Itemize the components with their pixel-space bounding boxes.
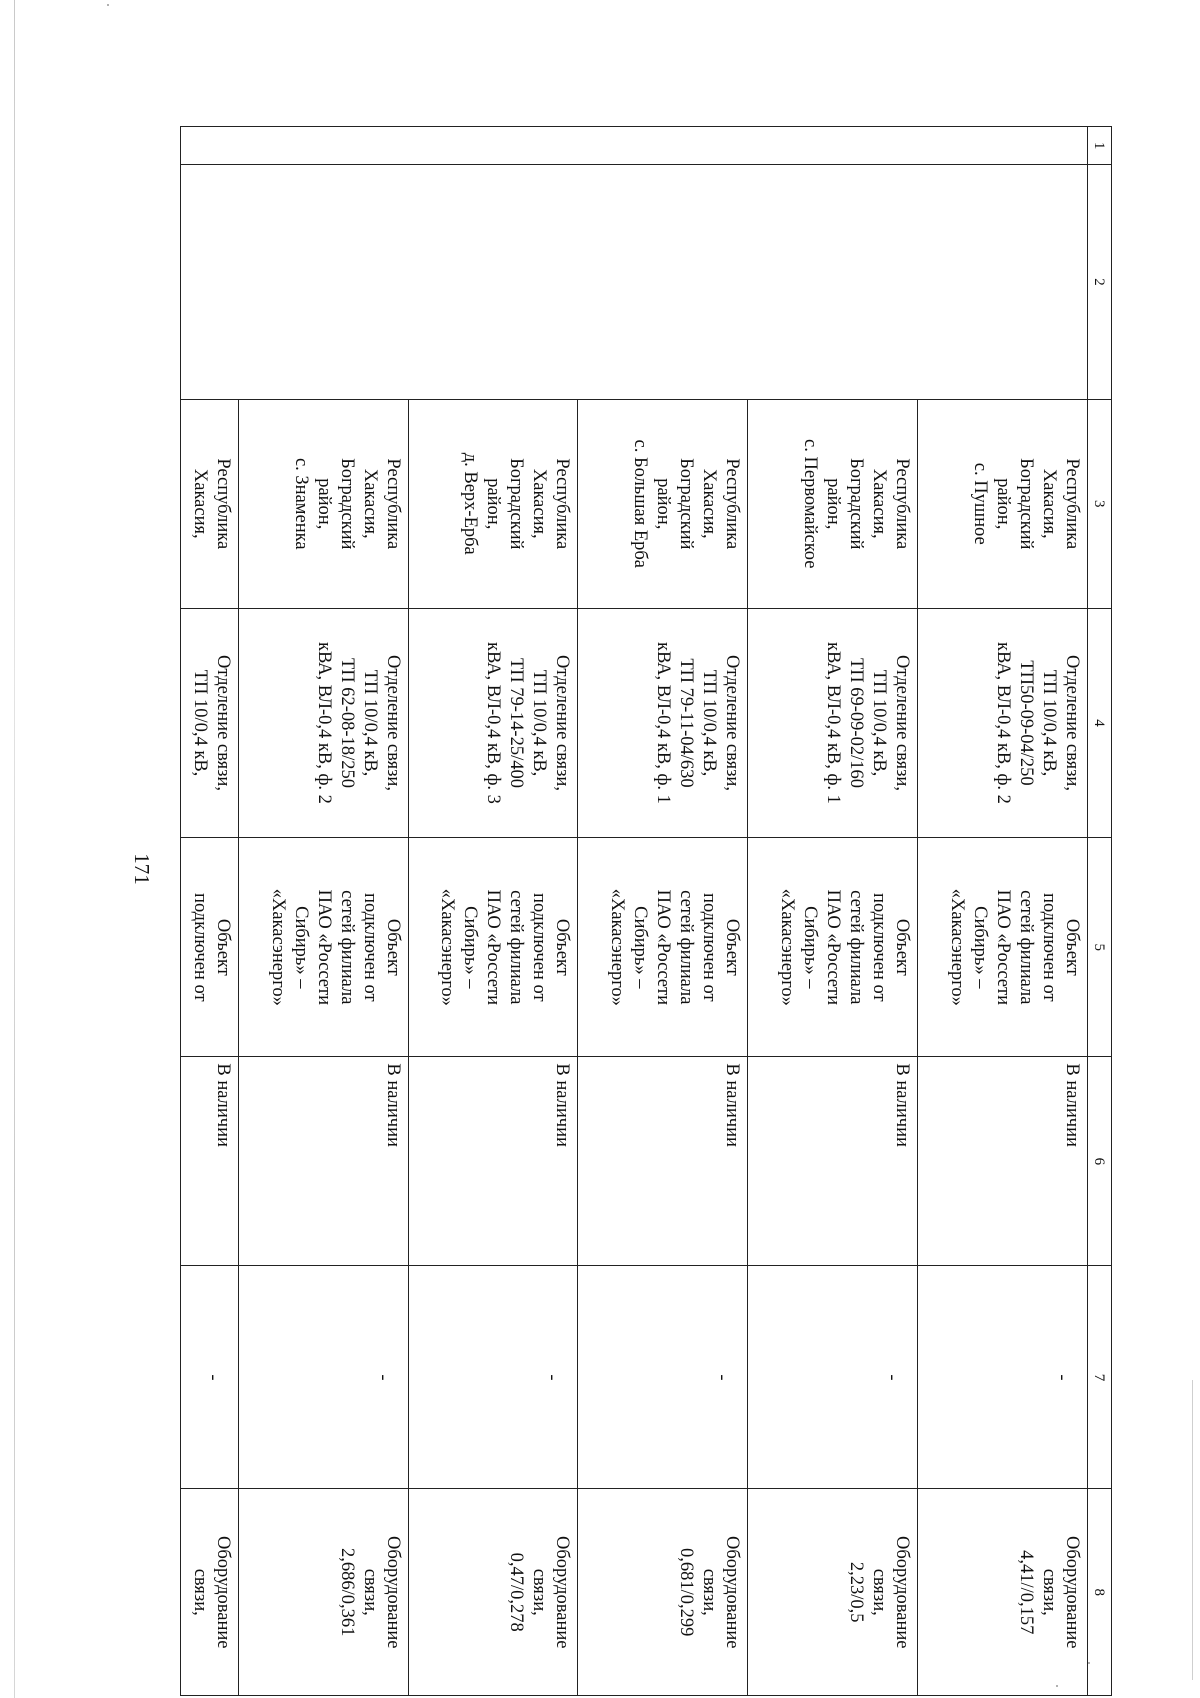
- table-row: [918, 127, 1088, 1696]
- power-source-line: сетей филиала: [1015, 890, 1036, 1005]
- location-line: Республика: [892, 458, 913, 550]
- power-source-line: ПАО «Россети: [313, 889, 334, 1005]
- location-line: район,: [992, 478, 1013, 530]
- power-source-line: Объект: [722, 918, 743, 976]
- power-source-line: Сибирь» –: [290, 906, 311, 989]
- equipment-cell: [408, 1489, 578, 1696]
- location-line: Республика: [1061, 458, 1082, 550]
- location-cell: [238, 399, 408, 608]
- equipment-line: Оборудование: [722, 1535, 743, 1649]
- column-header: 4: [1087, 608, 1111, 837]
- column-header: 1: [1087, 127, 1111, 165]
- equipment-line: Оборудование: [382, 1535, 403, 1649]
- power-source-line: Сибирь» –: [800, 906, 821, 989]
- availability-cell: В наличии: [181, 1057, 239, 1266]
- facility-cell: [918, 608, 1088, 837]
- location-line: Боградский: [846, 458, 867, 550]
- facility-line: ТП 69-09-02/160: [846, 657, 867, 788]
- power-source-line: «Хакасэнерго»: [437, 888, 458, 1006]
- power-source-line: сетей филиала: [846, 890, 867, 1005]
- equipment-line: Оборудование: [892, 1535, 913, 1649]
- power-source-line: Объект: [552, 918, 573, 976]
- availability-cell: В наличии: [578, 1057, 748, 1266]
- equipment-cell: [748, 1489, 918, 1696]
- facility-cell: [181, 608, 239, 837]
- location-cell: [578, 399, 748, 608]
- location-line: Республика: [722, 458, 743, 550]
- dash-cell: -: [408, 1266, 578, 1489]
- equipment-line: 0,681/0,299: [676, 1548, 697, 1637]
- facility-line: Отделение связи,: [212, 655, 233, 791]
- facility-line: ТП 10/0,4 кВ,: [359, 669, 380, 777]
- location-line: район,: [823, 478, 844, 530]
- power-source-line: сетей филиала: [506, 890, 527, 1005]
- location-line: Боградский: [676, 458, 697, 550]
- power-source-line: подключен от: [869, 893, 890, 1002]
- location-line: Хакасия,: [359, 468, 380, 539]
- location-line: д. Верх-Ерба: [460, 452, 481, 555]
- facility-line: Отделение связи,: [552, 655, 573, 791]
- equipment-cell: [918, 1489, 1088, 1696]
- power-source-line: «Хакасэнерго»: [607, 888, 628, 1006]
- availability-cell: В наличии: [238, 1057, 408, 1266]
- scan-edge-right: [1192, 1380, 1193, 1680]
- location-line: Хакасия,: [1038, 468, 1059, 539]
- equipment-line: 2,23/0,5: [846, 1561, 867, 1623]
- location-line: Боградский: [1015, 458, 1036, 550]
- facility-line: ТП50-09-04/250: [1015, 660, 1036, 786]
- dash-cell: -: [578, 1266, 748, 1489]
- power-source-line: Сибирь» –: [460, 906, 481, 989]
- location-line: район,: [483, 478, 504, 530]
- power-source-line: Сибирь» –: [630, 906, 651, 989]
- facility-line: ТП 79-14-25/400: [506, 657, 527, 788]
- facility-cell: [408, 608, 578, 837]
- power-source-line: ПАО «Россети: [992, 889, 1013, 1005]
- location-line: Боградский: [506, 458, 527, 550]
- equipment-line: Оборудование: [552, 1535, 573, 1649]
- equipment-line: Оборудование: [212, 1535, 233, 1649]
- name-cell: [181, 165, 1088, 400]
- power-source-line: подключен от: [359, 893, 380, 1002]
- location-line: район,: [653, 478, 674, 530]
- location-line: Республика: [552, 458, 573, 550]
- location-line: Республика: [382, 458, 403, 550]
- equipment-line: 4,41//0,157: [1015, 1550, 1036, 1635]
- power-source-line: ПАО «Россети: [823, 889, 844, 1005]
- page-number: 171: [130, 853, 154, 885]
- column-header: 2: [1087, 165, 1111, 400]
- power-source-cell: [748, 838, 918, 1057]
- column-header: 5: [1087, 838, 1111, 1057]
- facility-line: ТП 10/0,4 кВ,: [529, 669, 550, 777]
- power-source-cell: [238, 838, 408, 1057]
- power-source-line: «Хакасэнерго»: [946, 888, 967, 1006]
- power-source-line: сетей филиала: [336, 890, 357, 1005]
- facility-line: кВА, ВЛ-0,4 кВ, ф. 2: [992, 642, 1013, 804]
- location-line: Хакасия,: [529, 468, 550, 539]
- equipment-line: связи,: [699, 1568, 720, 1616]
- location-line: Боградский: [336, 458, 357, 550]
- power-source-cell: [408, 838, 578, 1057]
- availability-cell: В наличии: [748, 1057, 918, 1266]
- power-source-cell: [578, 838, 748, 1057]
- facility-line: ТП 10/0,4 кВ,: [869, 669, 890, 777]
- dash-cell: -: [238, 1266, 408, 1489]
- rotated-table-sheet: [180, 126, 1112, 1696]
- facility-line: кВА, ВЛ-0,4 кВ, ф. 3: [483, 642, 504, 804]
- equipment-line: Оборудование: [1061, 1535, 1082, 1649]
- facility-line: кВА, ВЛ-0,4 кВ, ф. 1: [653, 642, 674, 804]
- availability-cell: В наличии: [918, 1057, 1088, 1266]
- location-line: Республика: [212, 458, 233, 550]
- power-source-line: Сибирь» –: [969, 906, 990, 989]
- location-line: район,: [313, 478, 334, 530]
- power-source-line: Объект: [382, 918, 403, 976]
- column-header: 7: [1087, 1266, 1111, 1489]
- facility-line: Отделение связи,: [382, 655, 403, 791]
- scan-edge-left: [14, 0, 15, 1698]
- equipment-line: связи,: [1038, 1568, 1059, 1616]
- row-number-cell: [181, 127, 1088, 165]
- facility-line: кВА, ВЛ-0,4 кВ, ф. 1: [823, 642, 844, 804]
- facility-cell: [748, 608, 918, 837]
- column-header: 6: [1087, 1057, 1111, 1266]
- location-line: с. Большая Ерба: [630, 439, 651, 569]
- equipment-line: 0,47/0,278: [506, 1552, 527, 1632]
- power-source-line: ПАО «Россети: [653, 889, 674, 1005]
- power-source-cell: [181, 838, 239, 1057]
- equipment-line: 2,686/0,361: [336, 1548, 357, 1637]
- location-cell: [918, 399, 1088, 608]
- equipment-line: связи,: [869, 1568, 890, 1616]
- power-source-line: «Хакасэнерго»: [777, 888, 798, 1006]
- location-line: Хакасия,: [869, 468, 890, 539]
- location-line: с. Пушное: [969, 462, 990, 545]
- power-source-line: сетей филиала: [676, 890, 697, 1005]
- location-cell: [181, 399, 239, 608]
- facility-line: Отделение связи,: [722, 655, 743, 791]
- location-line: Хакасия,: [699, 468, 720, 539]
- facility-cell: [238, 608, 408, 837]
- equipment-cell: [578, 1489, 748, 1696]
- location-line: с. Знаменка: [290, 457, 311, 550]
- location-line: Хакасия,: [189, 468, 210, 539]
- power-source-line: Объект: [212, 918, 233, 976]
- power-source-line: подключен от: [529, 893, 550, 1002]
- header-row: [1087, 127, 1111, 1696]
- power-source-line: Объект: [1061, 918, 1082, 976]
- location-line: с. Первомайское: [800, 439, 821, 569]
- scan-dot: [107, 4, 109, 6]
- facility-line: Отделение связи,: [892, 655, 913, 791]
- dash-cell: -: [748, 1266, 918, 1489]
- equipment-cell: [181, 1489, 239, 1696]
- equipment-line: связи,: [529, 1568, 550, 1616]
- power-source-line: подключен от: [1038, 893, 1059, 1002]
- equipment-line: связи,: [189, 1568, 210, 1616]
- equipment-cell: [238, 1489, 408, 1696]
- facility-cell: [578, 608, 748, 837]
- facility-line: ТП 10/0,4 кВ,: [699, 669, 720, 777]
- power-source-line: «Хакасэнерго»: [267, 888, 288, 1006]
- facility-line: ТП 10/0,4 кВ,: [189, 669, 210, 777]
- facility-line: ТП 10/0,4 кВ,: [1038, 669, 1059, 777]
- power-source-line: подключен от: [189, 893, 210, 1002]
- facility-line: Отделение связи,: [1061, 655, 1082, 791]
- dash-cell: -: [181, 1266, 239, 1489]
- facility-line: кВА, ВЛ-0,4 кВ, ф. 2: [313, 642, 334, 804]
- availability-cell: В наличии: [408, 1057, 578, 1266]
- column-header: 3: [1087, 399, 1111, 608]
- power-source-line: ПАО «Россети: [483, 889, 504, 1005]
- location-cell: [408, 399, 578, 608]
- data-table: [180, 126, 1112, 1696]
- power-source-cell: [918, 838, 1088, 1057]
- power-source-line: Объект: [892, 918, 913, 976]
- dash-cell: -: [918, 1266, 1088, 1489]
- power-source-line: подключен от: [699, 893, 720, 1002]
- facility-line: ТП 62-08-18/250: [336, 657, 357, 788]
- location-cell: [748, 399, 918, 608]
- column-header: 8: [1087, 1489, 1111, 1696]
- equipment-line: связи,: [359, 1568, 380, 1616]
- facility-line: ТП 79-11-04/630: [676, 658, 697, 788]
